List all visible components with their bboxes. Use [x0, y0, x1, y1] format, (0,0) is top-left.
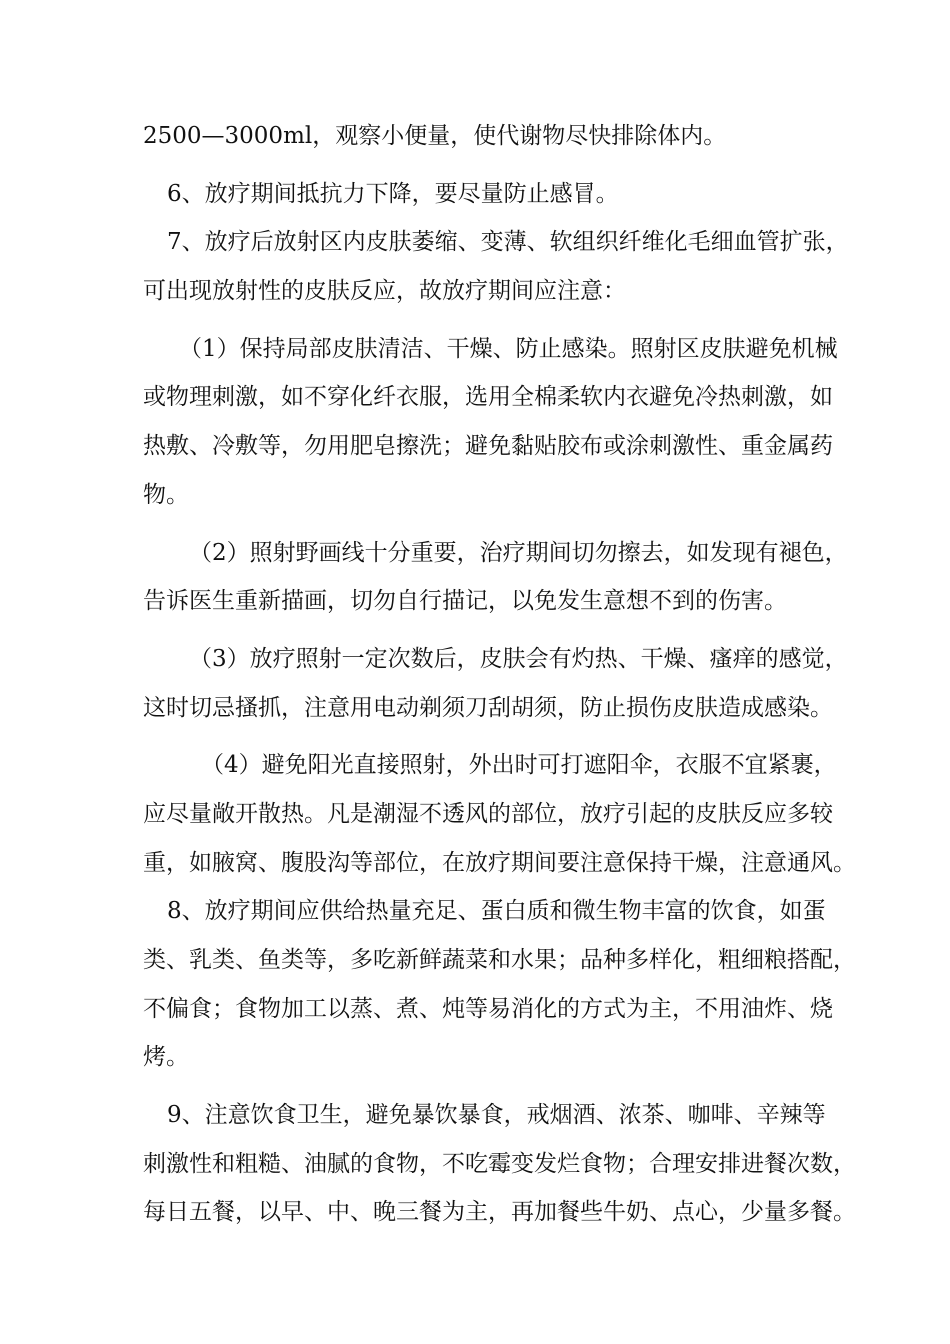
document-body — [143, 112, 856, 1237]
text-line: 物。 — [143, 481, 189, 508]
paragraph-item-9 — [143, 1091, 856, 1237]
text-line: （3）放疗照射一定次数后，皮肤会有灼热、干燥、瘙痒的感觉， — [189, 645, 848, 672]
text-line: （1）保持局部皮肤清洁、干燥、防止感染。照射区皮肤避免机械 — [179, 335, 838, 362]
text-line: 重，如腋窝、腹股沟等部位，在放疗期间要注意保持干燥，注意通风。 — [143, 849, 856, 876]
text-line: 告诉医生重新描画，切勿自行描记，以免发生意想不到的伤害。 — [143, 588, 787, 615]
paragraph-subitem-1 — [143, 325, 838, 520]
text-line: 应尽量敞开散热。凡是潮湿不透风的部位，放疗引起的皮肤反应多较 — [143, 800, 833, 827]
text-line: 烤。 — [143, 1044, 189, 1071]
text-line: 刺激性和粗糙、油腻的食物，不吃霉变发烂食物；合理安排进餐次数， — [143, 1150, 856, 1177]
text-line: 这时切忌搔抓，注意用电动剃须刀刮胡须，防止损伤皮肤造成感染。 — [143, 694, 833, 721]
text-line: 类、乳类、鱼类等，多吃新鲜蔬菜和水果；品种多样化，粗细粮搭配， — [143, 947, 856, 973]
paragraph-item-8 — [143, 887, 856, 1082]
paragraph-subitem-2 — [143, 529, 848, 626]
text-line: （4）避免阳光直接照射，外出时可打遮阳伞，衣服不宜紧裹， — [201, 752, 837, 779]
paragraph-intake-continued — [143, 112, 811, 161]
text-line: （2）照射野画线十分重要，治疗期间切勿擦去，如发现有褪色， — [189, 539, 848, 566]
text-line: 不偏食；食物加工以蒸、煮、炖等易消化的方式为主，不用油炸、烧 — [143, 995, 833, 1022]
text-line: 可出现放射性的皮肤反应，故放疗期间应注意： — [143, 278, 626, 305]
text-line: 热敷、冷敷等，勿用肥皂擦洗；避免黏贴胶布或涂刺激性、重金属药 — [143, 433, 833, 460]
paragraph-item-7 — [143, 218, 849, 315]
text-line: 8、放疗期间应供给热量充足、蛋白质和微生物丰富的饮食，如蛋 — [167, 898, 826, 925]
paragraph-subitem-4 — [143, 741, 856, 887]
text-line: 2500—3000ml，观察小便量，使代谢物尽快排除体内。 — [143, 123, 727, 149]
text-line: 6、放疗期间抵抗力下降，要尽量防止感冒。 — [167, 180, 619, 207]
text-line: 9、注意饮食卫生，避免暴饮暴食，戒烟酒、浓茶、咖啡、辛辣等 — [167, 1102, 826, 1129]
text-line: 7、放疗后放射区内皮肤萎缩、变薄、软组织纤维化毛细血管扩张， — [167, 229, 849, 256]
text-line: 每日五餐，以早、中、晚三餐为主，再加餐些牛奶、点心，少量多餐。 — [143, 1199, 856, 1226]
paragraph-item-6 — [143, 170, 811, 219]
text-line: 或物理刺激，如不穿化纤衣服，选用全棉柔软内衣避免冷热刺激，如 — [143, 384, 833, 411]
paragraph-subitem-3 — [143, 635, 848, 732]
